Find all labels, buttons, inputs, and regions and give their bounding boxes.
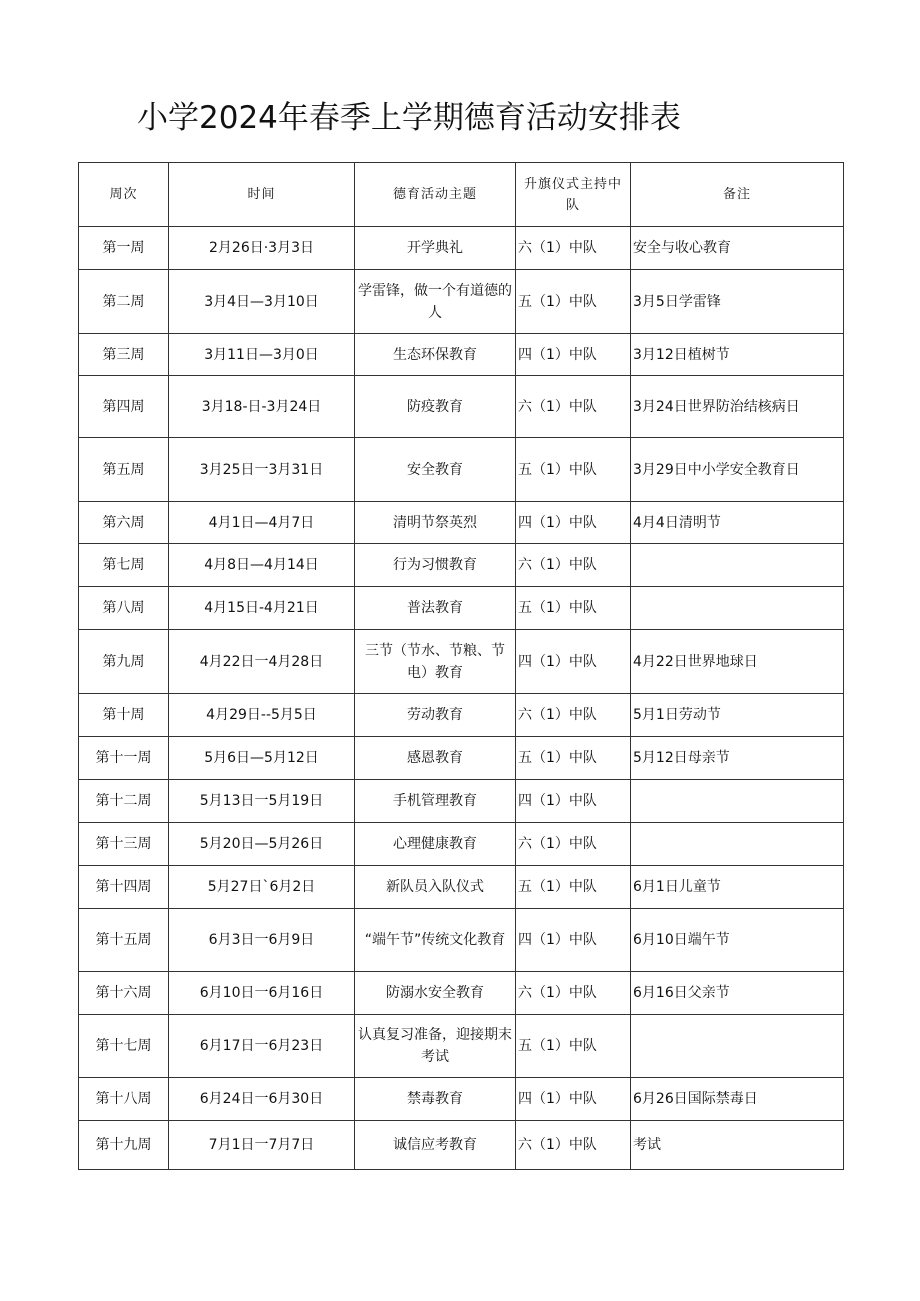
header-theme: 德育活动主题	[355, 163, 516, 227]
cell-note: 3月29日中小学安全教育日	[631, 438, 844, 502]
cell-host: 六（1）中队	[516, 972, 631, 1015]
table-row	[79, 909, 844, 972]
table-row	[79, 630, 844, 694]
activity-schedule-table	[78, 162, 844, 1170]
cell-host: 五（1）中队	[516, 866, 631, 909]
table-row	[79, 227, 844, 270]
cell-week: 第七周	[79, 544, 169, 587]
cell-week: 第十七周	[79, 1015, 169, 1078]
header-week: 周次	[79, 163, 169, 227]
cell-theme: 普法教育	[355, 587, 516, 630]
cell-time: 3月11日—3月0日	[169, 334, 355, 376]
cell-note: 3月5日学雷锋	[631, 270, 844, 334]
cell-host: 四（1）中队	[516, 909, 631, 972]
cell-theme: 认真复习准备，迎接期末考试	[355, 1015, 516, 1078]
cell-theme: 防溺水安全教育	[355, 972, 516, 1015]
cell-time: 7月1日一7月7日	[169, 1121, 355, 1170]
cell-host: 六（1）中队	[516, 227, 631, 270]
cell-note: 5月12日母亲节	[631, 737, 844, 780]
cell-note	[631, 587, 844, 630]
cell-time: 4月1日—4月7日	[169, 502, 355, 544]
cell-time: 4月15日-4月21日	[169, 587, 355, 630]
cell-week: 第十九周	[79, 1121, 169, 1170]
cell-theme: 防疫教育	[355, 376, 516, 438]
cell-time: 3月25日一3月31日	[169, 438, 355, 502]
cell-theme: 手机管理教育	[355, 780, 516, 823]
cell-host: 六（1）中队	[516, 1121, 631, 1170]
cell-theme: 感恩教育	[355, 737, 516, 780]
cell-week: 第三周	[79, 334, 169, 376]
table-row	[79, 334, 844, 376]
cell-theme: “端午节”传统文化教育	[355, 909, 516, 972]
cell-week: 第十一周	[79, 737, 169, 780]
cell-time: 6月3日一6月9日	[169, 909, 355, 972]
cell-week: 第十六周	[79, 972, 169, 1015]
document-title: 小学2024年春季上学期德育活动安排表	[137, 100, 681, 136]
cell-note	[631, 544, 844, 587]
cell-host: 四（1）中队	[516, 630, 631, 694]
cell-theme: 开学典礼	[355, 227, 516, 270]
cell-host: 五（1）中队	[516, 587, 631, 630]
table-row	[79, 376, 844, 438]
header-host: 升旗仪式主持中队	[516, 163, 631, 227]
cell-note: 5月1日劳动节	[631, 694, 844, 737]
cell-note: 安全与收心教育	[631, 227, 844, 270]
cell-week: 第四周	[79, 376, 169, 438]
cell-host: 四（1）中队	[516, 780, 631, 823]
table-row	[79, 1121, 844, 1170]
table-row	[79, 694, 844, 737]
cell-host: 五（1）中队	[516, 438, 631, 502]
cell-theme: 生态环保教育	[355, 334, 516, 376]
table-row	[79, 823, 844, 866]
cell-week: 第九周	[79, 630, 169, 694]
cell-week: 第十周	[79, 694, 169, 737]
cell-note: 6月10日端午节	[631, 909, 844, 972]
cell-theme: 清明节祭英烈	[355, 502, 516, 544]
table-row	[79, 780, 844, 823]
cell-week: 第十五周	[79, 909, 169, 972]
cell-time: 5月27日`6月2日	[169, 866, 355, 909]
cell-week: 第八周	[79, 587, 169, 630]
table-row	[79, 544, 844, 587]
cell-note: 6月26日国际禁毒日	[631, 1078, 844, 1121]
cell-week: 第六周	[79, 502, 169, 544]
cell-time: 6月10日一6月16日	[169, 972, 355, 1015]
table-row	[79, 438, 844, 502]
cell-host: 六（1）中队	[516, 544, 631, 587]
cell-host: 四（1）中队	[516, 502, 631, 544]
cell-host: 六（1）中队	[516, 376, 631, 438]
cell-host: 五（1）中队	[516, 737, 631, 780]
cell-host: 四（1）中队	[516, 334, 631, 376]
cell-host: 六（1）中队	[516, 823, 631, 866]
cell-time: 4月29日--5月5日	[169, 694, 355, 737]
cell-theme: 禁毒教育	[355, 1078, 516, 1121]
cell-theme: 三节（节水、节粮、节电）教育	[355, 630, 516, 694]
cell-theme: 劳动教育	[355, 694, 516, 737]
cell-theme: 新队员入队仪式	[355, 866, 516, 909]
cell-note	[631, 780, 844, 823]
cell-time: 2月26日·3月3日	[169, 227, 355, 270]
cell-note: 考试	[631, 1121, 844, 1170]
table-row	[79, 737, 844, 780]
table-row	[79, 502, 844, 544]
cell-week: 第十四周	[79, 866, 169, 909]
table-row	[79, 972, 844, 1015]
cell-note: 3月24日世界防治结核病日	[631, 376, 844, 438]
cell-week: 第十二周	[79, 780, 169, 823]
cell-note: 6月1日儿童节	[631, 866, 844, 909]
cell-time: 5月13日一5月19日	[169, 780, 355, 823]
cell-note: 4月4日清明节	[631, 502, 844, 544]
table-row	[79, 1078, 844, 1121]
cell-time: 3月4日—3月10日	[169, 270, 355, 334]
cell-time: 5月6日—5月12日	[169, 737, 355, 780]
header-note: 备注	[631, 163, 844, 227]
cell-host: 五（1）中队	[516, 270, 631, 334]
table-row	[79, 1015, 844, 1078]
table-header-row	[79, 163, 844, 227]
header-time: 时间	[169, 163, 355, 227]
cell-note	[631, 1015, 844, 1078]
cell-host: 六（1）中队	[516, 694, 631, 737]
cell-note: 6月16日父亲节	[631, 972, 844, 1015]
cell-time: 4月22日一4月28日	[169, 630, 355, 694]
cell-note	[631, 823, 844, 866]
cell-time: 3月18-日-3月24日	[169, 376, 355, 438]
table-row	[79, 270, 844, 334]
cell-theme: 心理健康教育	[355, 823, 516, 866]
cell-week: 第十八周	[79, 1078, 169, 1121]
cell-theme: 诚信应考教育	[355, 1121, 516, 1170]
cell-time: 4月8日—4月14日	[169, 544, 355, 587]
table-row	[79, 587, 844, 630]
cell-host: 五（1）中队	[516, 1015, 631, 1078]
cell-theme: 行为习惯教育	[355, 544, 516, 587]
cell-week: 第二周	[79, 270, 169, 334]
cell-note: 3月12日植树节	[631, 334, 844, 376]
cell-week: 第五周	[79, 438, 169, 502]
table-row	[79, 866, 844, 909]
cell-week: 第一周	[79, 227, 169, 270]
cell-time: 5月20日—5月26日	[169, 823, 355, 866]
cell-time: 6月24日一6月30日	[169, 1078, 355, 1121]
cell-theme: 安全教育	[355, 438, 516, 502]
cell-week: 第十三周	[79, 823, 169, 866]
cell-host: 四（1）中队	[516, 1078, 631, 1121]
cell-theme: 学雷锋，做一个有道德的人	[355, 270, 516, 334]
cell-time: 6月17日一6月23日	[169, 1015, 355, 1078]
cell-note: 4月22日世界地球日	[631, 630, 844, 694]
